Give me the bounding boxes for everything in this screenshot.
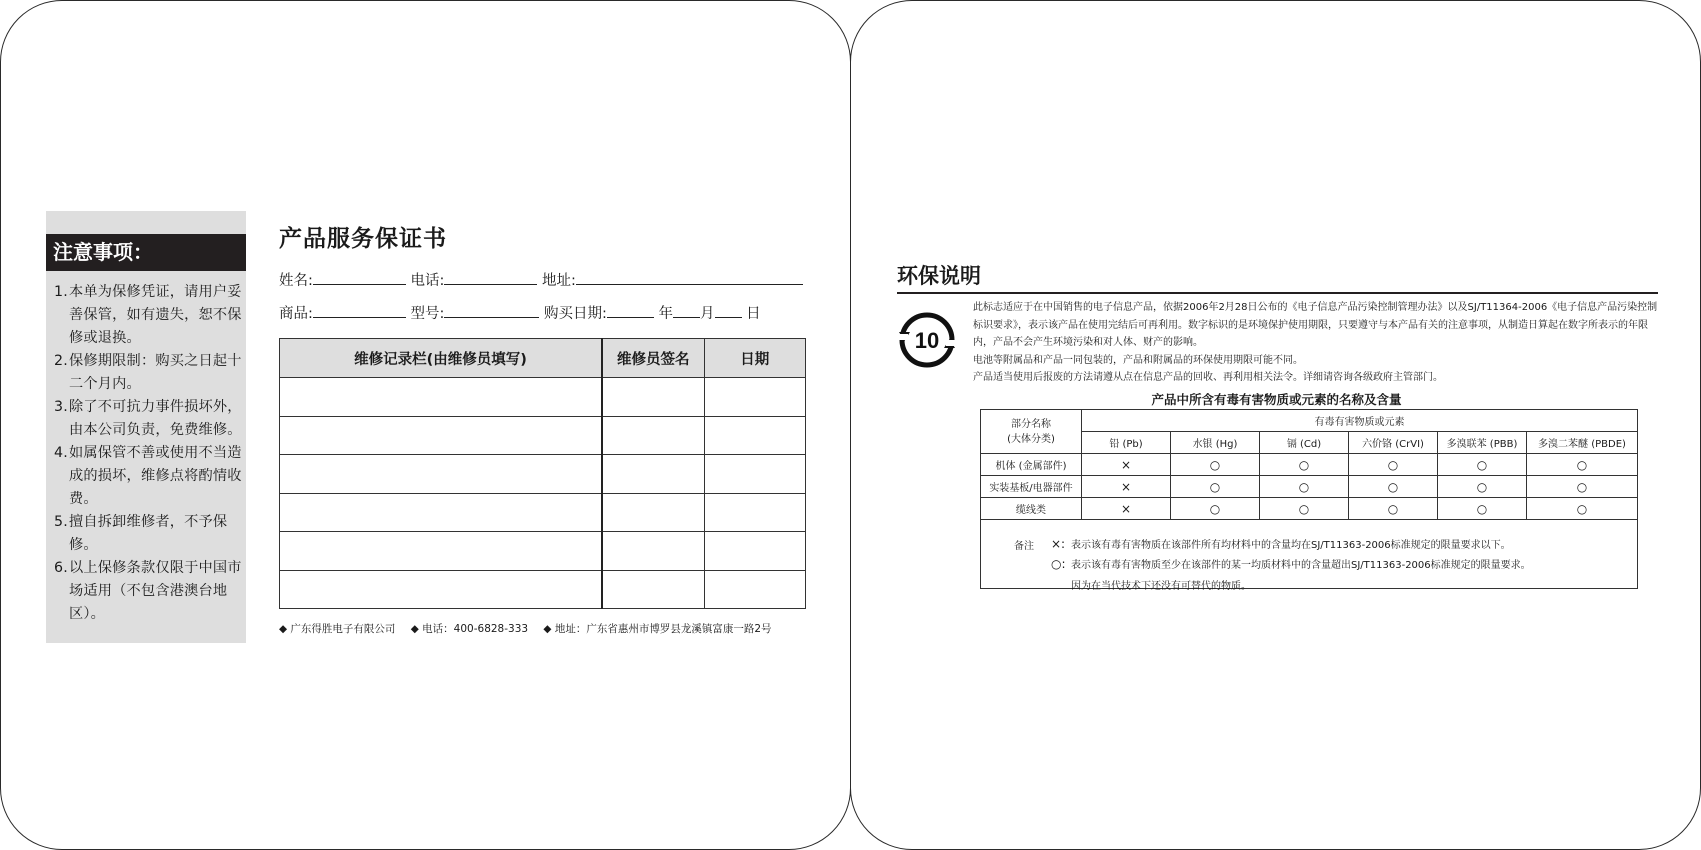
- date-cell[interactable]: [704, 493, 805, 532]
- signature-cell[interactable]: [602, 532, 704, 571]
- warranty-title: 产品服务保证书: [279, 226, 447, 252]
- day-field[interactable]: [715, 302, 742, 318]
- env-title: 环保说明: [897, 264, 981, 288]
- note-item: 3. 除了不可抗力事件损坏外，由本公司负责，免费维修。: [54, 399, 242, 438]
- record-cell[interactable]: [280, 493, 603, 532]
- record-cell[interactable]: [280, 570, 603, 609]
- record-cell[interactable]: [280, 378, 603, 417]
- note-item: 5. 擅自拆卸维修者，不予保修。: [54, 514, 228, 553]
- paragraph: 此标志适应于在中国销售的电子信息产品，依据2006年2月28日公布的《电子信息产品污染控制管理办法》以及SJ/T11364-2006《电子信息产品污染控制标识要求》，表示该产品在使用完结后可再利用。数字标识的是环境保护使用期限，只要遵守与本产品有关的注意事项，从制造日算起在数字所表示的年限内，产品不会产生环境污染和对人体、财产的影响。: [973, 302, 1658, 348]
- content-mark: ○: [1260, 498, 1349, 520]
- remark-o: ○: 表示该有毒有害物质至少在该部件的某一均质材料中的含量超出SJ/T11363-2006标准规定的限量要求。: [1051, 557, 1531, 571]
- company-name: ◆ 广东得胜电子有限公司: [279, 623, 396, 635]
- product-row: [279, 302, 761, 323]
- product-field[interactable]: [313, 302, 406, 318]
- substance-header: 镉 (Cd): [1260, 432, 1349, 454]
- company-address: ◆ 地址：广东省惠州市博罗县龙溪镇富康一路2号: [543, 623, 772, 635]
- content-mark: ○: [1349, 454, 1438, 476]
- note-item: 2. 保修期限制：购买之日起十二个月内。: [54, 353, 242, 392]
- title-divider: [897, 292, 1658, 294]
- month-label: 月: [700, 306, 715, 322]
- signature-cell[interactable]: [602, 570, 704, 609]
- table-row: [280, 493, 806, 532]
- hazard-table-box: [980, 409, 1638, 592]
- phone-label: 电话:: [410, 273, 445, 289]
- signature-cell[interactable]: [602, 416, 704, 455]
- cross-mark-icon: ×:: [1051, 537, 1066, 551]
- environment-panel: [850, 0, 1701, 850]
- part-name: 实装基板/电器部件: [981, 476, 1082, 498]
- signature-cell[interactable]: [602, 493, 704, 532]
- hazard-table: [981, 410, 1637, 520]
- date-cell[interactable]: [704, 570, 805, 609]
- record-cell[interactable]: [280, 532, 603, 571]
- part-name: 机体 (金属部件): [981, 454, 1082, 476]
- date-cell[interactable]: [704, 455, 805, 494]
- company-phone: ◆ 电话：400-6828-333: [410, 623, 529, 635]
- note-item: 6. 以上保修条款仅限于中国市场适用（不包含港澳台地区）。: [54, 560, 242, 622]
- record-cell[interactable]: [280, 455, 603, 494]
- content-mark: ○: [1349, 498, 1438, 520]
- date-header: 日期: [704, 339, 805, 378]
- content-mark: ○: [1171, 454, 1260, 476]
- model-label: 型号:: [410, 306, 445, 322]
- table-row: [981, 498, 1637, 520]
- company-footer: [279, 621, 784, 636]
- model-field[interactable]: [444, 302, 539, 318]
- content-mark: ×: [1082, 498, 1171, 520]
- date-cell[interactable]: [704, 378, 805, 417]
- note-item: 4. 如属保管不善或使用不当造成的损坏，维修点将酌情收费。: [54, 445, 242, 507]
- address-field[interactable]: [576, 269, 803, 285]
- env-description: [973, 299, 1663, 387]
- circle-mark-icon: ○:: [1051, 557, 1066, 571]
- content-mark: ×: [1082, 476, 1171, 498]
- substance-header: 多溴联苯 (PBB): [1438, 432, 1527, 454]
- substance-header: 六价铬 (CrVI): [1349, 432, 1438, 454]
- record-cell[interactable]: [280, 416, 603, 455]
- signature-cell[interactable]: [602, 378, 704, 417]
- remarks-label: 备注: [1014, 541, 1034, 552]
- notes-title: 注意事项：: [46, 234, 246, 271]
- content-mark: ○: [1527, 476, 1638, 498]
- customer-row: [279, 269, 803, 290]
- content-mark: ○: [1171, 476, 1260, 498]
- repair-record-header: 维修记录栏(由维修员填写): [280, 339, 603, 378]
- content-mark: ○: [1260, 454, 1349, 476]
- notes-list: [54, 281, 244, 626]
- content-mark: ○: [1527, 454, 1638, 476]
- year-field[interactable]: [607, 302, 654, 318]
- content-mark: ○: [1171, 498, 1260, 520]
- notes-box: [46, 211, 246, 643]
- content-mark: ○: [1527, 498, 1638, 520]
- table-row: [280, 378, 806, 417]
- content-mark: ○: [1260, 476, 1349, 498]
- table-row: [280, 455, 806, 494]
- month-field[interactable]: [673, 302, 700, 318]
- year-label: 年: [658, 306, 673, 322]
- remark-o-continued: 因为在当代技术下还没有可替代的物质。: [1071, 581, 1251, 592]
- repair-record-table: [279, 338, 806, 609]
- note-item: 1. 本单为保修凭证，请用户妥善保管，如有遗失，恕不保修或退换。: [54, 284, 242, 346]
- table-row: [280, 570, 806, 609]
- part-name: 缆线类: [981, 498, 1082, 520]
- logo-number: 10: [914, 328, 940, 353]
- content-mark: ○: [1438, 498, 1527, 520]
- address-label: 地址:: [542, 273, 576, 289]
- epup-10-logo-icon: [897, 310, 957, 370]
- paragraph: 电池等附属品和产品一同包装的，产品和附属品的环保使用期限可能不同。: [973, 354, 1303, 366]
- content-mark: ○: [1438, 454, 1527, 476]
- hazard-table-title: 产品中所含有毒有害物质或元素的名称及含量: [1151, 392, 1402, 407]
- date-cell[interactable]: [704, 532, 805, 571]
- day-label: 日: [746, 306, 761, 322]
- content-mark: ○: [1438, 476, 1527, 498]
- substance-header: 水银 (Hg): [1171, 432, 1260, 454]
- content-mark: ×: [1082, 454, 1171, 476]
- paragraph: 产品适当使用后报废的方法请遵从点在信息产品的回收、再利用相关法令。详细请咨询各级政府主管部门。: [973, 372, 1443, 383]
- substance-group-header: 有毒有害物质或元素: [1082, 410, 1638, 432]
- substance-header: 铅 (Pb): [1082, 432, 1171, 454]
- table-row: [981, 476, 1637, 498]
- purchase-date-label: 购买日期:: [544, 306, 607, 322]
- table-row: [280, 416, 806, 455]
- product-label: 商品:: [279, 306, 313, 322]
- signature-cell[interactable]: [602, 455, 704, 494]
- name-field[interactable]: [313, 269, 406, 285]
- remark-x: ×: 表示该有毒有害物质在该部件所有均材料中的含量均在SJ/T11363-2006标准规定的限量要求以下。: [1051, 537, 1511, 551]
- content-mark: ○: [1349, 476, 1438, 498]
- phone-field[interactable]: [444, 269, 537, 285]
- table-row: [981, 454, 1637, 476]
- table-row: [280, 532, 806, 571]
- technician-signature-header: 维修员签名: [602, 339, 704, 378]
- part-header: 部分名称 (大体分类): [981, 410, 1082, 454]
- table-header-row: [280, 339, 806, 378]
- date-cell[interactable]: [704, 416, 805, 455]
- name-label: 姓名:: [279, 273, 313, 289]
- substance-header: 多溴二苯醚 (PBDE): [1527, 432, 1638, 454]
